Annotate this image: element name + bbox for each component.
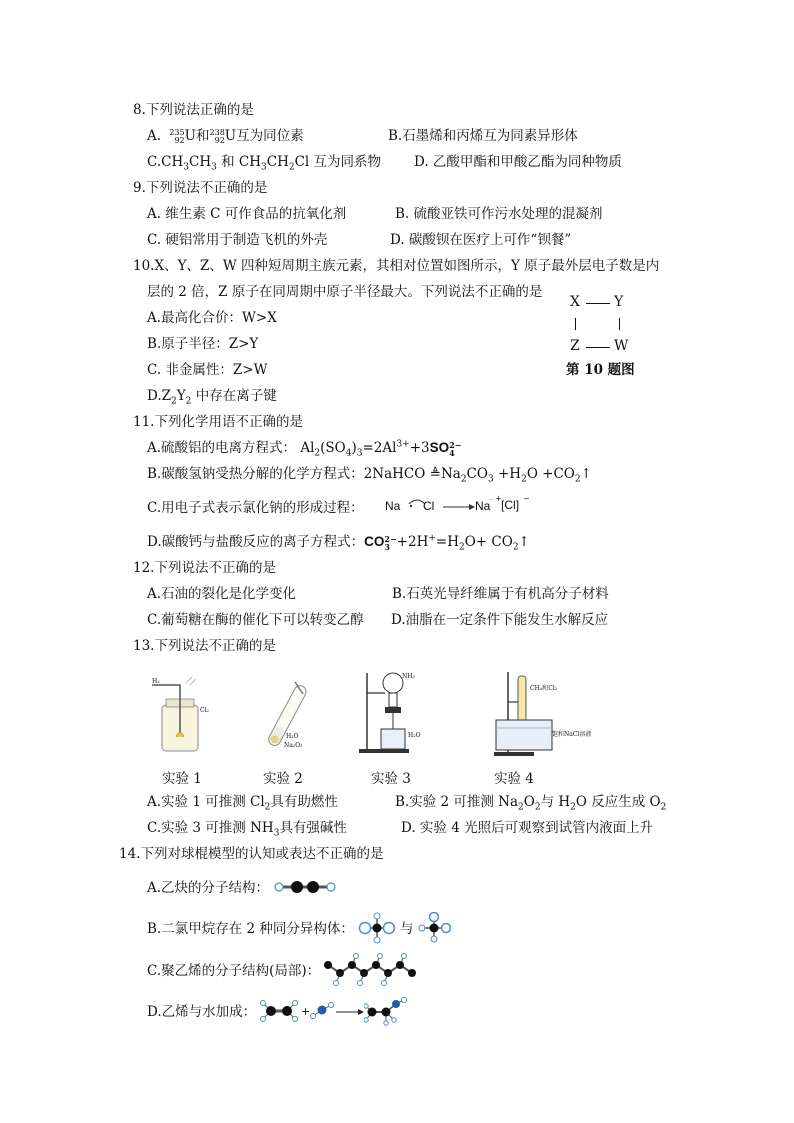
q9-option-a: A. 维生素 C 可作食品的抗氧化剂 [147, 206, 347, 222]
q8-option-d: D. 乙酸甲酯和甲酸乙酯为同种物质 [414, 154, 622, 170]
acetylene-model-icon [273, 877, 337, 897]
q12-option-a: A.石油的裂化是化学变化 [147, 586, 297, 602]
experiment-4-figure [478, 668, 588, 758]
experiment-1-figure [150, 675, 210, 755]
q10-option-b: B.原子半径：Z>Y [147, 336, 259, 352]
q9-option-d: D. 碳酸钡在医疗上可作“钡餐” [390, 232, 572, 248]
q9-option-c: C. 硬铝常用于制造飞机的外壳 [147, 232, 328, 248]
q10-option-a: A.最高化合价：W>X [147, 310, 277, 326]
exp3-nh3-label: NH₃ [402, 673, 415, 680]
exp2-caption: 实验 2 [263, 771, 303, 787]
exp2-h2o-label: H₂O [286, 733, 299, 740]
exp1-cl2-label: Cl₂ [200, 707, 209, 714]
q14-d-plus: + [301, 1005, 311, 1018]
element-z: Z [570, 338, 580, 354]
q14-option-b: B.二氯甲烷存在 2 种同分异构体： [147, 921, 354, 937]
q10-option-d: $D.Z_2Y_2$ 中存在离子键 [147, 388, 277, 407]
q9-option-b: B. 硫酸亚铁可作污水处理的混凝剂 [395, 206, 603, 222]
q10-stem-line2: 层的 2 倍，Z 原子在同周期中原子半径最大。下列说法不正确的是 [147, 284, 543, 300]
cl-atom: Cl [423, 499, 435, 513]
q11-option-c: C.用电子式表示氯化钠的形成过程： [147, 500, 364, 516]
q10-option-c: C. 非金属性：Z>W [147, 362, 268, 378]
q9-stem: 9.下列说法不正确的是 [133, 180, 268, 196]
water-model-icon [309, 1000, 335, 1022]
q12-option-b: B.石英光导纤维属于有机高分子材料 [392, 586, 609, 602]
q11-option-a: A.硫酸铝的电离方程式： $Al_2(SO_4)_3=2Al^{3+}+3SO$ 2− 4 [147, 439, 462, 459]
q11-option-d: D.碳酸钙与盐酸反应的离子方程式：CO 2− 3 $+2H^+=H_2O+$ $CO_2↑$ [147, 533, 530, 553]
q11-option-b: B.碳酸氢钠受热分解的化学方程式：2NaHCO $≜Na_2CO_3 +H_2O$ $+CO_2↑$ [147, 466, 592, 485]
svg-text:..: .. [489, 495, 493, 502]
q13-option-a: A.实验 1 可推测 $Cl_2$具有助燃性 [147, 794, 338, 813]
q8-option-a: A. 235 92 U和 238 92 U互为同位素 [147, 127, 304, 145]
q12-option-d: D.油脂在一定条件下能发生水解反应 [391, 612, 609, 628]
q11-stem: 11.下列化学用语不正确的是 [133, 414, 303, 430]
na-ion: Na [475, 499, 491, 513]
exp3-caption: 实验 3 [371, 771, 411, 787]
exp3-h2o-label: H₂O [408, 732, 421, 739]
q14-option-a: A.乙炔的分子结构： [147, 880, 270, 896]
cl-charge: − [523, 494, 530, 503]
reaction-arrow-icon [336, 1007, 364, 1017]
na-atom: Na [385, 499, 401, 513]
nacl-electron-formula [385, 494, 530, 520]
q14-option-c: C.聚乙烯的分子结构(局部)： [147, 963, 321, 979]
ethylene-model-icon [259, 998, 299, 1024]
bond-top [586, 303, 610, 304]
q8-option-b: B.石墨烯和丙烯互为同素异形体 [388, 128, 578, 144]
exp2-na2o2-label: Na₂O₂ [284, 742, 303, 749]
ethanol-model-icon [364, 996, 412, 1026]
element-x: X [570, 294, 580, 310]
q10-figure-caption: 第 10 题图 [566, 362, 635, 378]
q10-stem-line1: 10.X、Y、Z、W 四种短周期主族元素，其相对位置如图所示，Y 原子最外层电子数是内 [133, 258, 660, 274]
element-w: W [614, 338, 629, 354]
exp1-h2-label: H₂ [152, 678, 160, 685]
dichloromethane-model-2-icon [416, 912, 452, 944]
exp4-caption: 实验 4 [494, 771, 534, 787]
polyethylene-model-icon [324, 953, 420, 987]
dichloromethane-model-1-icon [358, 912, 396, 944]
q13-stem: 13.下列说法不正确的是 [133, 638, 276, 654]
q8-option-c: $C.CH_3CH_3$ 和 $CH_3CH_2Cl$ 互为同系物 [147, 154, 382, 173]
exp4-ch4-label: CH₄和Cl₂ [530, 685, 558, 692]
q8-stem: 8.下列说法正确的是 [133, 102, 254, 118]
bond-left [575, 318, 576, 330]
q13-option-d: D. 实验 4 光照后可观察到试管内液面上升 [401, 820, 654, 836]
na-charge: + [495, 494, 502, 503]
q12-option-c: C.葡萄糖在酶的催化下可以转变乙醇 [147, 612, 364, 628]
q14-stem: 14.下列对球棍模型的认知或表达不正确的是 [119, 846, 384, 862]
q10-periodic-figure [566, 292, 646, 352]
q12-stem: 12.下列说法不正确的是 [133, 560, 276, 576]
exp1-caption: 实验 1 [162, 771, 202, 787]
experiment-3-figure [355, 667, 425, 757]
q13-option-b: B.实验 2 可推测 $Na_2O_2$与 $H_2O$ 反应生成 $O_2$ [395, 794, 667, 813]
cl-ion-bracket: [Cl] [501, 498, 520, 512]
q14-b-and: 与 [400, 921, 414, 937]
bond-bottom [586, 347, 610, 348]
q14-option-d: D.乙烯与水加成： [147, 1004, 257, 1020]
bond-right [619, 318, 620, 330]
q13-option-c: C.实验 3 可推测 $NH_3$具有强碱性 [147, 820, 347, 839]
exp4-nacl-label: 饱和NaCl溶液 [552, 731, 592, 738]
element-y: Y [614, 294, 624, 310]
